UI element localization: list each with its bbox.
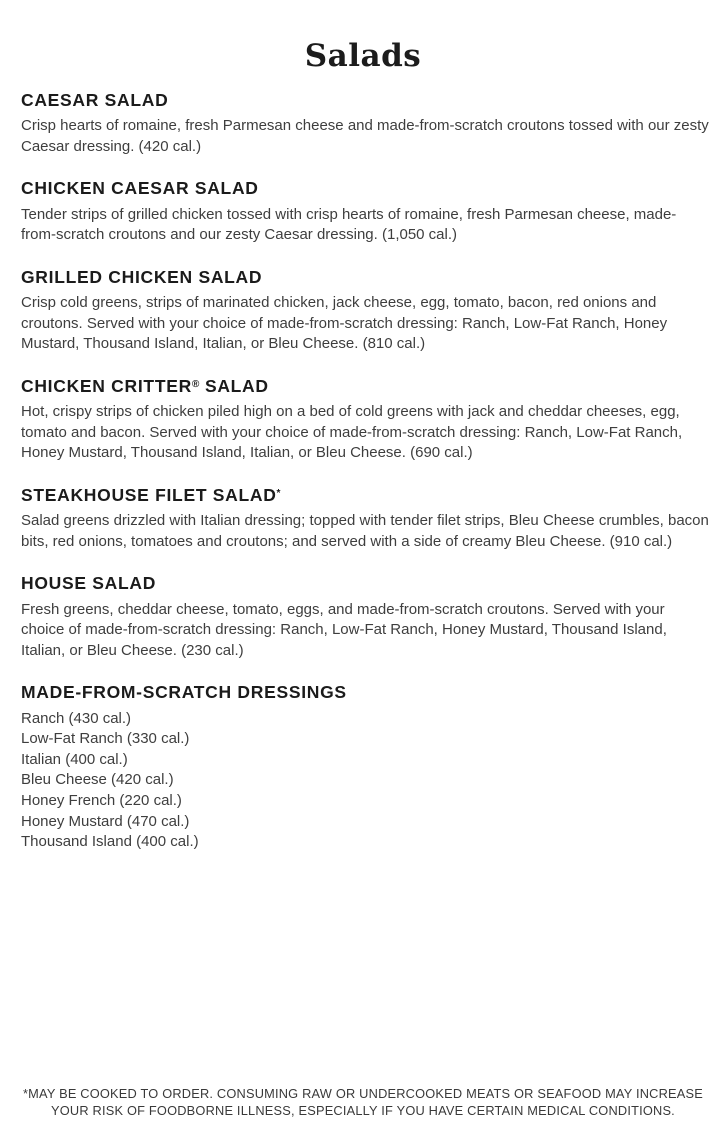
menu-item-name-text: HOUSE SALAD [21,573,157,594]
menu-item-name [21,486,709,505]
page-title: Salads [304,38,422,74]
menu-item-caesar-salad [21,91,709,157]
dressing-option-honey-mustard: Honey Mustard (470 cal.) [21,812,190,830]
menu-item-name-text: CHICKEN CAESAR SALAD [21,178,259,199]
disclaimer-line-2: YOUR RISK OF FOODBORNE ILLNESS, ESPECIALLY IF YOU HAVE CERTAIN MEDICAL CONDITIONS. [51,1103,675,1118]
menu-item-description: Fresh greens, cheddar cheese, tomato, eggs, and made-from-scratch croutons. Served with your choice of made-from-scratch dressing: Ranch, Low-Fat Ranch, Honey Mustard, Thousand Island, Italian, or Bleu Cheese. (230 cal.) [21,600,667,659]
dressing-option-bleu-cheese: Bleu Cheese (420 cal.) [21,771,174,789]
menu-item-name-text: CAESAR SALAD [21,90,169,110]
menu-item-description: Crisp hearts of romaine, fresh Parmesan cheese and made-from-scratch croutons tossed with our zesty Caesar dressing. (420 cal.) [21,117,709,155]
menu-item-name [21,91,709,110]
disclaimer-line-1: *MAY BE COOKED TO ORDER. CONSUMING RAW OR UNDERCOOKED MEATS OR SEAFOOD MAY INCREASE [23,1086,703,1101]
menu-item-name [21,179,709,198]
registered-trademark-symbol: ® [191,379,200,391]
menu-item-steakhouse-filet-salad [21,486,709,552]
menu-item-description: Hot, crispy strips of chicken piled high on a bed of cold greens with jack and cheddar cheeses, egg, tomato and bacon. Served with your choice of made-from-scratch dressing: Ranch, Low-Fat Ranch, Honey Mustard, Thousand Island, Italian, or Bleu Cheese. (690 cal.) [21,403,683,462]
menu-item-name-text: CHICKEN CRITTER [21,375,192,396]
dressings-list [21,709,709,853]
menu-item-name [21,574,709,593]
menu-item-name-text: GRILLED CHICKEN SALAD [21,266,263,287]
menu-item-name [21,377,709,396]
dressing-option-thousand-island: Thousand Island (400 cal.) [21,833,199,851]
menu-item-name-text: STEAKHOUSE FILET SALAD [21,484,277,505]
menu-content [0,91,726,853]
cooked-to-order-asterisk: * [276,488,281,500]
menu-item-house-salad [21,574,709,661]
menu-item-description: Tender strips of grilled chicken tossed with crisp hearts of romaine, fresh Parmesan cheese, made-from-scratch croutons and our zesty Caesar dressing. (1,050 cal.) [21,205,677,244]
dressing-option-ranch: Ranch (430 cal.) [21,709,132,727]
dressings-heading: MADE-FROM-SCRATCH DRESSINGS [21,682,347,703]
menu-item-description: Salad greens drizzled with Italian dressing; topped with tender filet strips, Bleu Cheese crumbles, bacon bits, red onions, tomatoes and croutons; and served with a side of creamy Bleu Cheese. (910 cal.) [21,512,709,550]
dressing-option-low-fat-ranch: Low-Fat Ranch (330 cal.) [21,730,190,748]
menu-item-name-suffix: SALAD [199,375,269,396]
menu-item-name [21,268,709,287]
dressing-option-italian: Italian (400 cal.) [21,750,128,768]
menu-item-grilled-chicken-salad [21,268,709,355]
menu-item-chicken-caesar-salad [21,179,709,245]
menu-item-chicken-critter-salad [21,377,709,464]
dressing-option-honey-french: Honey French (220 cal.) [21,792,182,810]
menu-item-description: Crisp cold greens, strips of marinated chicken, jack cheese, egg, tomato, bacon, red onions and croutons. Served with your choice of made-from-scratch dressing: Ranch, Low-Fat Ranch, Honey Mustard, Thousand Island, Italian, or Bleu Cheese. (810 cal.) [21,294,668,353]
disclaimer-footer [0,1085,726,1119]
dressings-section [21,683,709,852]
